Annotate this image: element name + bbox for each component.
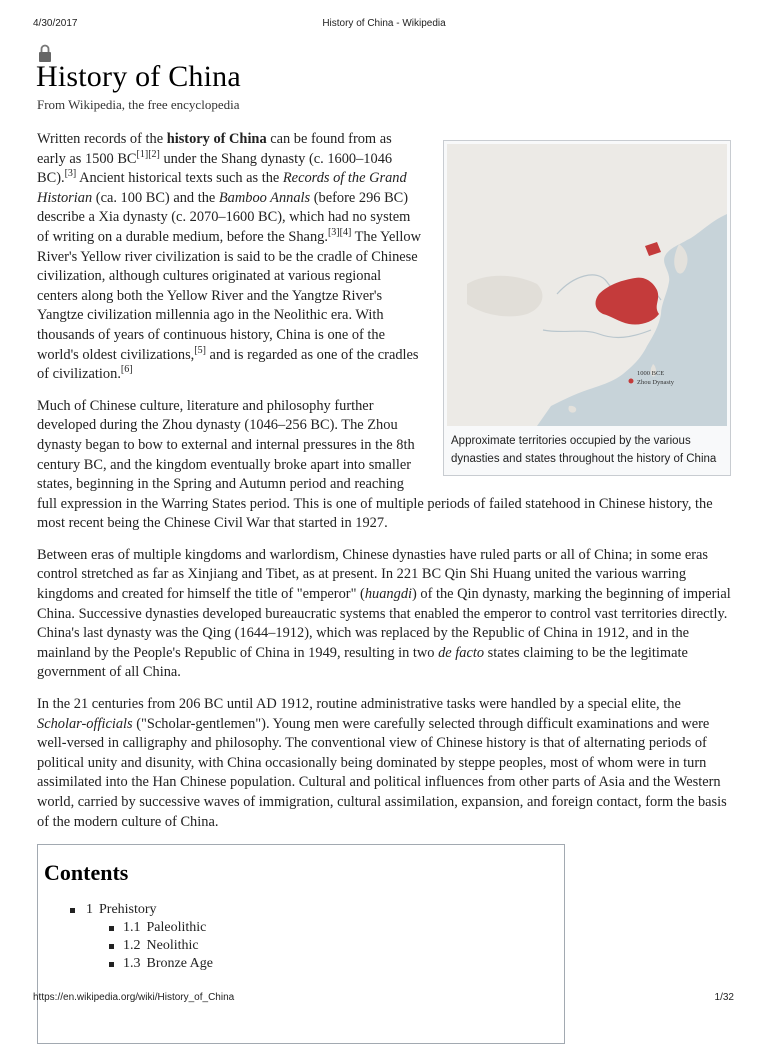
map-image [447, 144, 727, 426]
toc-list [44, 901, 558, 973]
toc-title: Contents [44, 860, 129, 886]
toc-item[interactable]: 1.3 Bronze Age [44, 955, 558, 973]
article-body [37, 130, 731, 1044]
article-link[interactable]: Scholar-officials [37, 715, 133, 732]
print-page-number: 1/32 [714, 992, 734, 1003]
paragraph-zhou: Much of Chinese culture, literature and philosophy further developed during the Zhou dynasty (1046–256 BC). The Zhou dynasty began to bow to external and internal pressures in the 8th century BC, and the kingdom eventually broke apart into smaller states, beginning in the Spring and Autumn period and reaching full expression in the Warring States period. This is one of multiple periods of failed statehood in Chinese history, the most recent being the Chinese Civil War that started in 1927. [37, 397, 713, 532]
reference-link[interactable]: [3] [327, 227, 340, 239]
paragraph-scholars: In the 21 centuries from 206 BC until AD 1912, routine administrative tasks were handled by a special elite, the Scholar-officials ("Scholar-gentlemen"). Young men were carefully selected through difficult examinations and were well-versed in calligraphy and philosophy. The conventional view of Chinese history is that of alternating periods of political unity and disunity, with China occasionally being dominated by steppe peoples, most of whom were in turn assimilated into the Han Chinese population. Cultural and political influences from other parts of Asia and the Western world, carried by successive waves of immigration, cultural assimilation, expansion, and foreign contact, form the basis of the modern culture of China. [37, 696, 727, 830]
print-date: 4/30/2017 [33, 18, 78, 29]
toc-item[interactable]: 1.1 Paleolithic [44, 919, 558, 937]
toc-item[interactable]: 1 Prehistory [44, 901, 558, 919]
print-header [0, 18, 768, 32]
map-thumbnail [443, 140, 731, 476]
bullet-icon [70, 908, 75, 913]
legend-label: Zhou Dynasty [637, 379, 675, 386]
reference-link[interactable]: [1] [136, 148, 149, 160]
paragraph-intro: Written records of the history of China can be found from as early as 1500 BC[1][2] under the Shang dynasty (c. 1600–1046 BC).[3] Ancient historical texts such as the Records of the Grand Historian (ca. 100 BC) and the Bamboo Annals (before 296 BC) describe a Xia dynasty (c. 2070–1600 BC), which had no system of writing on a durable medium, before the Shang.[3][4] The Yellow River's Yellow river civilization is said to be the cradle of Chinese civilization, although cultures originated at various regional centers along both the Yellow River and the Yangtze River's Yangtze civilization millennia ago in the Neolithic era. With thousands of years of continuous history, China is one of the world's oldest civilizations,[5] and is regarded as one of the cradles of civilization.[6] [37, 131, 421, 383]
article-subtitle: From Wikipedia, the free encyclopedia [37, 97, 240, 112]
print-url: https://en.wikipedia.org/wiki/History_of_China [33, 992, 235, 1003]
toc-item[interactable]: 1.2 Neolithic [44, 937, 558, 955]
legend-year: 1000 BCE [637, 370, 665, 377]
print-footer [0, 992, 768, 1006]
map-caption: Approximate territories occupied by the various dynasties and states throughout the history of China [451, 435, 717, 465]
bold-term: history of China [166, 131, 267, 147]
reference-link[interactable]: [6] [120, 364, 133, 376]
print-title: History of China - Wikipedia [322, 18, 446, 29]
page-title: History of China [36, 60, 241, 93]
legend-marker [629, 379, 634, 384]
bullet-icon [109, 944, 114, 949]
reference-link[interactable]: [4] [339, 227, 352, 239]
table-of-contents [37, 844, 565, 1044]
reference-link[interactable]: [3] [64, 168, 77, 180]
paragraph-dynasties: Between eras of multiple kingdoms and warlordism, Chinese dynasties have ruled parts or all of China; in some eras control stretched as far as Xinjiang and Tibet, as at present. In 221 BC Qin Shi Huang united the various warring kingdoms and created for himself the title of "emperor" (huangdi) of the Qin dynasty, marking the beginning of imperial China. Successive dynasties developed bureaucratic systems that enabled the emperor to control vast territories directly. China's last dynasty was the Qing (1644–1912), which was replaced by the Republic of China in 1912, and in the mainland by the People's Republic of China in 1949, resulting in two de facto states claiming to be the legitimate government of all China. [37, 546, 731, 681]
bullet-icon [109, 962, 114, 967]
zhou-dynasty-map[interactable] [447, 144, 727, 426]
bullet-icon [109, 926, 114, 931]
reference-link[interactable]: [5] [194, 344, 206, 356]
article-link[interactable]: Records of the Grand Historian [37, 170, 407, 206]
reference-link[interactable]: [2] [148, 148, 160, 160]
article-link[interactable]: Bamboo Annals [218, 189, 311, 206]
